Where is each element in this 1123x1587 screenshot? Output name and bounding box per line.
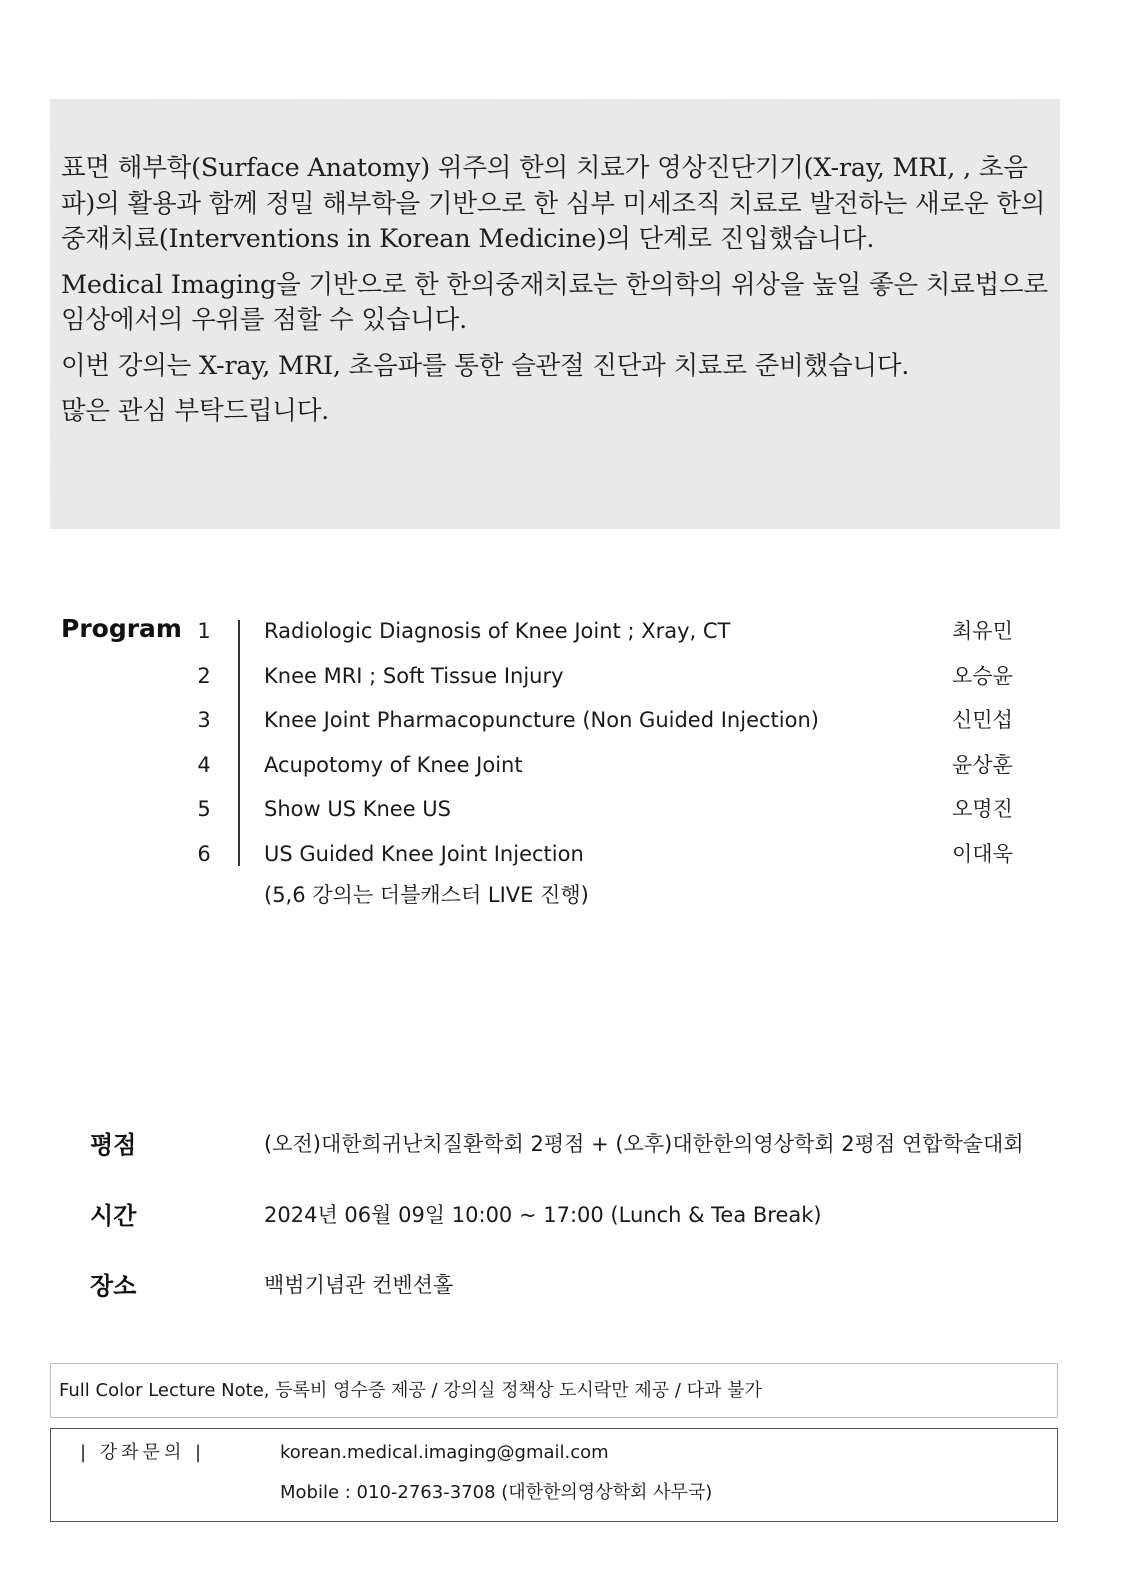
program-label: Program xyxy=(61,614,182,643)
contact-label: | 강좌문의 | xyxy=(80,1442,206,1463)
program-item-title: Acupotomy of Knee Joint xyxy=(264,752,523,777)
program-item-number: 3 xyxy=(197,708,211,732)
program-item-speaker: 윤상훈 xyxy=(952,752,1013,777)
contact-mobile: Mobile : 010-2763-3708 (대한한의영상학회 사무국) xyxy=(280,1482,713,1503)
program-item xyxy=(190,835,1030,880)
notice-box xyxy=(50,1363,1058,1418)
program-item-speaker: 신민섭 xyxy=(952,708,1013,732)
program-item-number: 4 xyxy=(197,752,211,777)
program-item-title: Knee Joint Pharmacopuncture (Non Guided Injection) xyxy=(264,708,819,732)
time-value: 2024년 06월 09일 10:00 ~ 17:00 (Lunch & Tea Break) xyxy=(264,1203,822,1227)
program-item xyxy=(190,701,1030,746)
program-item-title: Knee MRI ; Soft Tissue Injury xyxy=(264,663,564,688)
intro-paragraph: 이번 강의는 X-ray, MRI, 초음파를 통한 슬관절 진단과 치료로 준비했습니다. xyxy=(61,350,910,381)
program-item-speaker: 이대욱 xyxy=(952,841,1013,866)
program-note: (5,6 강의는 더블캐스터 LIVE 진행) xyxy=(264,883,589,907)
program-item-number: 6 xyxy=(197,841,211,866)
place-label: 장소 xyxy=(90,1272,137,1300)
program-item xyxy=(190,657,1030,702)
program-item xyxy=(190,790,1030,835)
time-label: 시간 xyxy=(90,1202,137,1230)
program-item-title: Radiologic Diagnosis of Knee Joint ; Xray, CT xyxy=(264,619,731,643)
program-list xyxy=(190,612,1030,879)
program-item-number: 2 xyxy=(197,663,211,688)
place-value: 백범기념관 컨벤션홀 xyxy=(264,1273,454,1297)
program-item xyxy=(190,612,1030,657)
intro-box xyxy=(50,99,1060,529)
credits-value: (오전)대한희귀난치질환학회 2평점 + (오후)대한한의영상학회 2평점 연합학술대회 xyxy=(264,1132,1024,1156)
contact-email[interactable]: korean.medical.imaging@gmail.com xyxy=(280,1442,609,1463)
program-item-speaker: 최유민 xyxy=(952,619,1013,643)
notice-text: Full Color Lecture Note, 등록비 영수증 제공 / 강의실 정책상 도시락만 제공 / 다과 불가 xyxy=(59,1380,762,1401)
intro-paragraph: Medical Imaging을 기반으로 한 한의중재치료는 한의학의 위상을 높일 좋은 치료법으로 임상에서의 우위를 점할 수 있습니다. xyxy=(61,269,1048,335)
intro-paragraph: 표면 해부학(Surface Anatomy) 위주의 한의 치료가 영상진단기기(X-ray, MRI, , 초음파)의 활용과 함께 정밀 해부학을 기반으로 한 심부 미세조직 치료로 발전하는 새로운 한의중재치료(Interventions in Korean Medicine)의 단계로 진입했습니다. xyxy=(61,153,1046,254)
program-item-title: US Guided Knee Joint Injection xyxy=(264,841,584,866)
intro-paragraph: 많은 관심 부탁드립니다. xyxy=(61,396,330,426)
program-item xyxy=(190,746,1030,791)
credits-label: 평점 xyxy=(90,1131,137,1159)
program-item-speaker: 오명진 xyxy=(952,797,1013,821)
program-item-number: 5 xyxy=(197,797,211,821)
program-item-number: 1 xyxy=(197,619,211,643)
program-item-speaker: 오승윤 xyxy=(952,663,1013,688)
program-item-title: Show US Knee US xyxy=(264,797,452,821)
